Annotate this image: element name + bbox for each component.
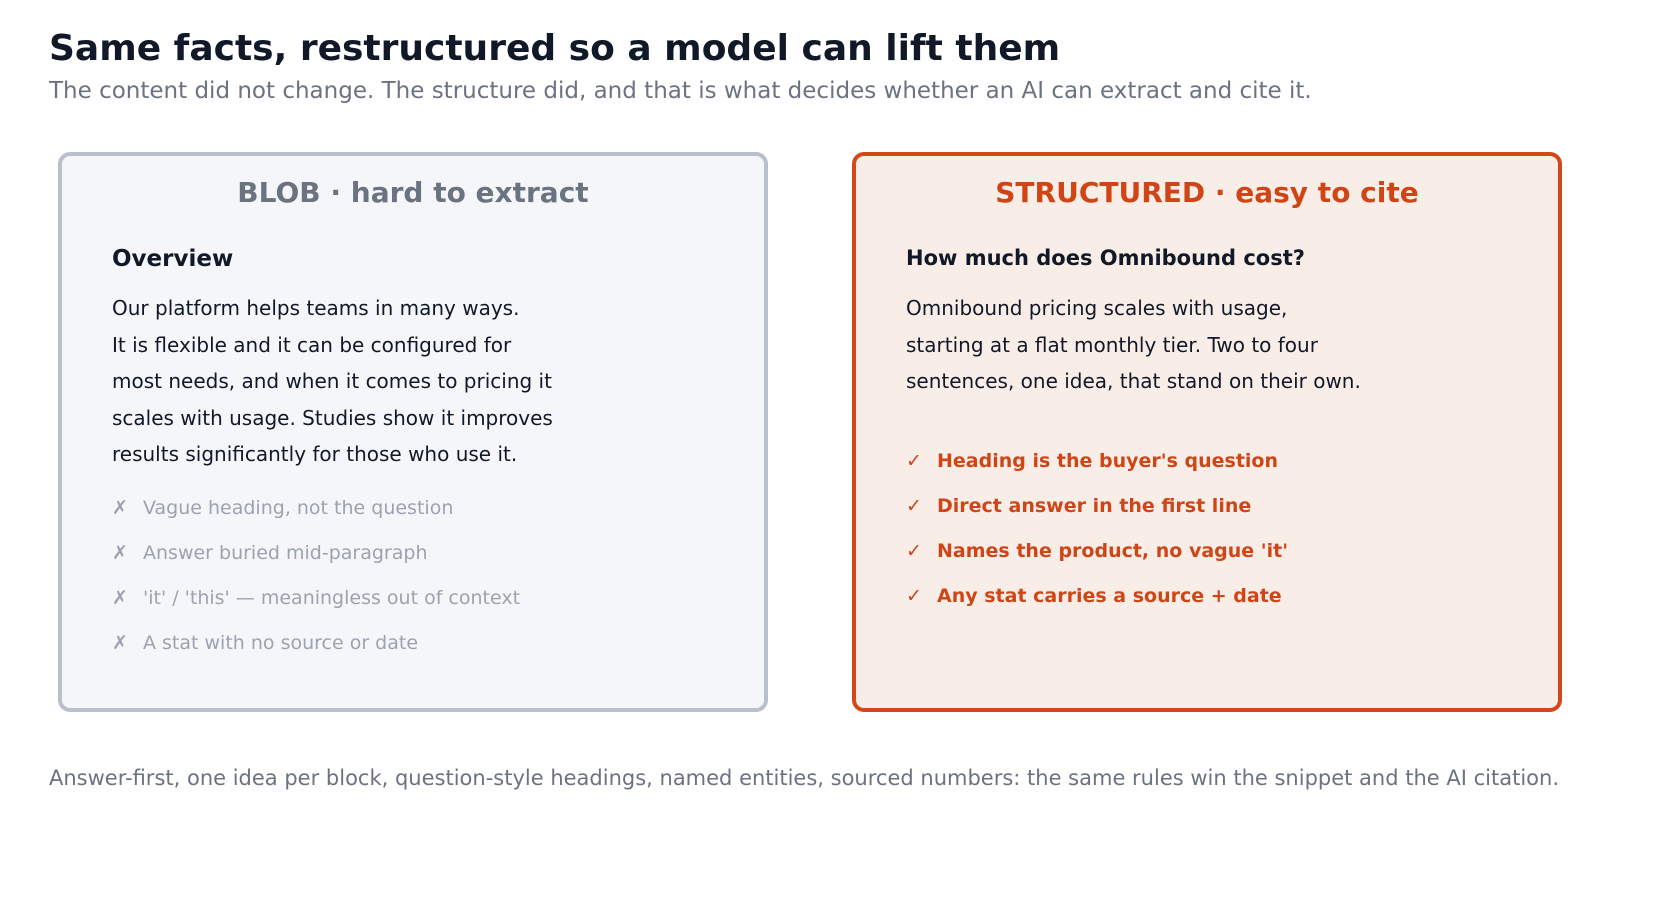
blob-bullet-text: A stat with no source or date [143, 632, 419, 654]
structured-heading: How much does Omnibound cost? [906, 246, 1305, 270]
blob-bullet-item [112, 621, 520, 666]
check-icon: ✓ [906, 540, 922, 562]
cross-icon: ✗ [112, 587, 128, 609]
blob-bullet-text: Answer buried mid-paragraph [143, 542, 428, 564]
blob-bullet-text: Vague heading, not the question [143, 497, 454, 519]
cross-icon: ✗ [112, 497, 128, 519]
blob-bullet-text: 'it' / 'this' — meaningless out of context [143, 587, 521, 609]
check-icon: ✓ [906, 585, 922, 607]
blob-body-text: Our platform helps teams in many ways. It is flexible and it can be configured for most needs, and when it comes to pricing it scales with usage. Studies show it improves results significantly for those who use it. [112, 296, 553, 466]
structured-body-text: Omnibound pricing scales with usage, starting at a flat monthly tier. Two to four sentences, one idea, that stand on their own. [906, 296, 1361, 393]
structured-bullet-item [906, 574, 1288, 619]
blob-bullet-item [112, 531, 520, 576]
cross-icon: ✗ [112, 632, 128, 654]
structured-bullet-text: Any stat carries a source + date [937, 585, 1282, 607]
blob-panel-title: BLOB · hard to extract [237, 176, 589, 209]
page-title: Same facts, restructured so a model can lift them [49, 28, 1061, 69]
structured-bullet-text: Direct answer in the first line [937, 495, 1252, 517]
structured-bullet-text: Heading is the buyer's question [937, 450, 1279, 472]
blob-bullet-item [112, 486, 520, 531]
blob-panel [58, 152, 768, 712]
blob-bullet-item [112, 576, 520, 621]
footer-note: Answer-first, one idea per block, question-style headings, named entities, sourced numbers: the same rules win the snippet and the AI citation. [49, 766, 1560, 790]
check-icon: ✓ [906, 495, 922, 517]
page-subtitle: The content did not change. The structure did, and that is what decides whether an AI can extract and cite it. [49, 78, 1312, 104]
structured-panel [852, 152, 1562, 712]
blob-bullet-list [112, 486, 520, 666]
structured-panel-title: STRUCTURED · easy to cite [995, 176, 1419, 209]
structured-bullet-list [906, 439, 1288, 619]
structured-bullet-item [906, 529, 1288, 574]
cross-icon: ✗ [112, 542, 128, 564]
structured-bullet-item [906, 439, 1288, 484]
blob-heading: Overview [112, 246, 234, 272]
structured-bullet-item [906, 484, 1288, 529]
structured-bullet-text: Names the product, no vague 'it' [937, 540, 1289, 562]
check-icon: ✓ [906, 450, 922, 472]
